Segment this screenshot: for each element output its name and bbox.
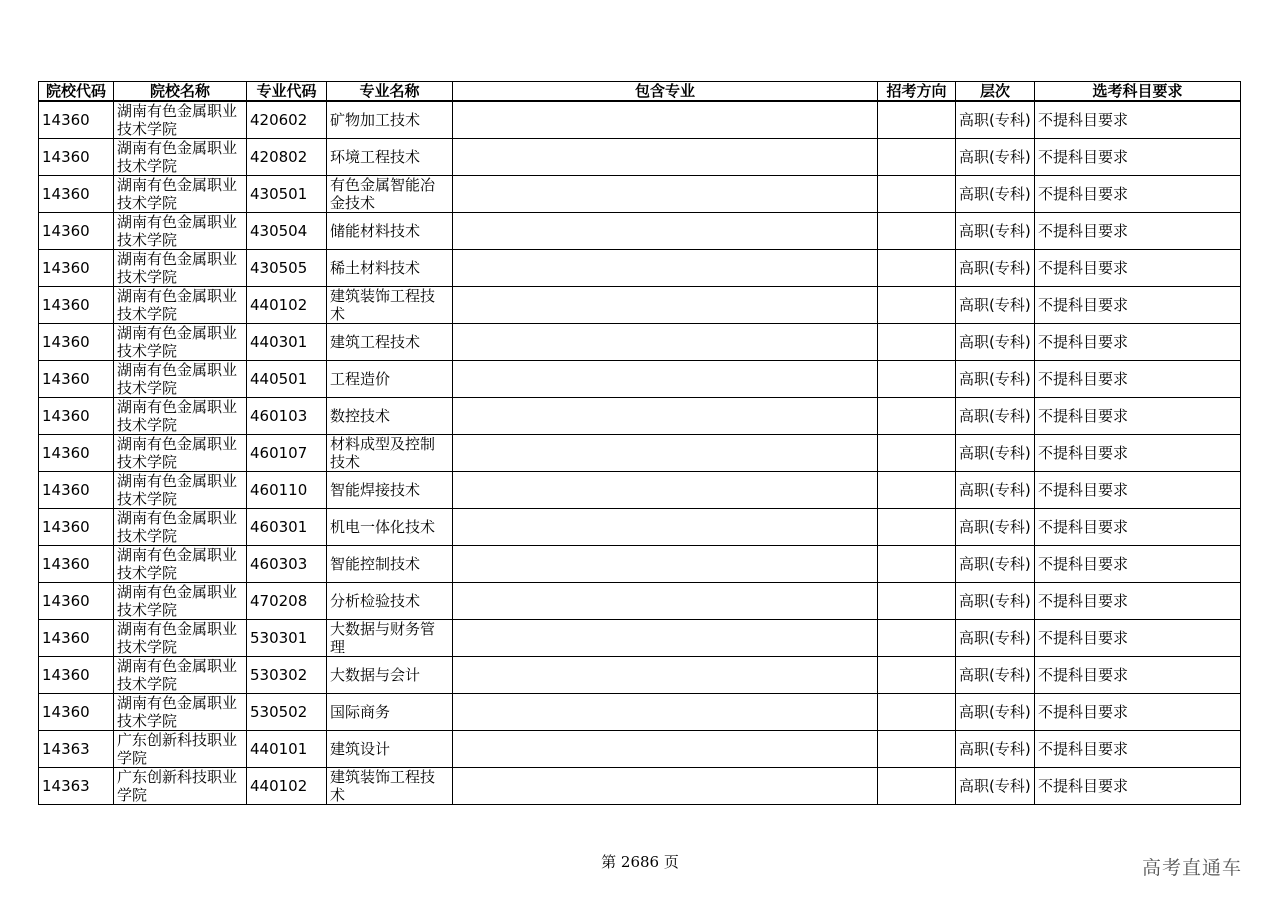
- header-row: [39, 82, 1241, 102]
- cell-level: 高职(专科): [956, 768, 1035, 805]
- cell-major-name: 智能控制技术: [327, 546, 453, 583]
- cell-level: 高职(专科): [956, 546, 1035, 583]
- cell-included-majors: [453, 213, 878, 250]
- cell-included-majors: [453, 768, 878, 805]
- cell-school-code: 14360: [39, 509, 114, 546]
- table-row: [39, 324, 1241, 361]
- cell-subject-requirement: 不提科目要求: [1035, 509, 1241, 546]
- cell-major-code: 530302: [247, 657, 327, 694]
- cell-level: 高职(专科): [956, 694, 1035, 731]
- cell-major-name: 环境工程技术: [327, 139, 453, 176]
- cell-school-code: 14360: [39, 435, 114, 472]
- table-row: [39, 101, 1241, 139]
- cell-major-name: 储能材料技术: [327, 213, 453, 250]
- cell-direction: [878, 620, 956, 657]
- cell-subject-requirement: 不提科目要求: [1035, 768, 1241, 805]
- cell-major-code: 420602: [247, 101, 327, 139]
- table-row: [39, 731, 1241, 768]
- cell-included-majors: [453, 176, 878, 213]
- cell-level: 高职(专科): [956, 324, 1035, 361]
- cell-major-code: 460301: [247, 509, 327, 546]
- cell-major-name: 分析检验技术: [327, 583, 453, 620]
- cell-direction: [878, 250, 956, 287]
- cell-direction: [878, 139, 956, 176]
- cell-included-majors: [453, 694, 878, 731]
- cell-major-name: 国际商务: [327, 694, 453, 731]
- cell-subject-requirement: 不提科目要求: [1035, 546, 1241, 583]
- cell-school-name: 湖南有色金属职业技术学院: [114, 657, 247, 694]
- table-row: [39, 583, 1241, 620]
- cell-subject-requirement: 不提科目要求: [1035, 731, 1241, 768]
- cell-subject-requirement: 不提科目要求: [1035, 620, 1241, 657]
- cell-included-majors: [453, 324, 878, 361]
- table-row: [39, 694, 1241, 731]
- cell-subject-requirement: 不提科目要求: [1035, 101, 1241, 139]
- cell-level: 高职(专科): [956, 176, 1035, 213]
- cell-direction: [878, 546, 956, 583]
- cell-school-name: 湖南有色金属职业技术学院: [114, 139, 247, 176]
- cell-school-name: 湖南有色金属职业技术学院: [114, 213, 247, 250]
- table-row: [39, 768, 1241, 805]
- cell-subject-requirement: 不提科目要求: [1035, 435, 1241, 472]
- table-row: [39, 213, 1241, 250]
- cell-subject-requirement: 不提科目要求: [1035, 250, 1241, 287]
- cell-school-code: 14360: [39, 620, 114, 657]
- cell-school-name: 湖南有色金属职业技术学院: [114, 176, 247, 213]
- cell-school-name: 湖南有色金属职业技术学院: [114, 546, 247, 583]
- cell-school-name: 湖南有色金属职业技术学院: [114, 250, 247, 287]
- cell-subject-requirement: 不提科目要求: [1035, 176, 1241, 213]
- cell-included-majors: [453, 398, 878, 435]
- table-row: [39, 287, 1241, 324]
- cell-level: 高职(专科): [956, 250, 1035, 287]
- cell-level: 高职(专科): [956, 509, 1035, 546]
- cell-school-name: 广东创新科技职业学院: [114, 768, 247, 805]
- cell-included-majors: [453, 583, 878, 620]
- cell-major-code: 530301: [247, 620, 327, 657]
- cell-included-majors: [453, 546, 878, 583]
- header-major-name: 专业名称: [327, 82, 453, 102]
- header-included-majors: 包含专业: [453, 82, 878, 102]
- cell-school-name: 湖南有色金属职业技术学院: [114, 694, 247, 731]
- cell-major-name: 有色金属智能冶金技术: [327, 176, 453, 213]
- cell-major-name: 矿物加工技术: [327, 101, 453, 139]
- cell-subject-requirement: 不提科目要求: [1035, 287, 1241, 324]
- cell-subject-requirement: 不提科目要求: [1035, 361, 1241, 398]
- cell-major-name: 大数据与财务管理: [327, 620, 453, 657]
- cell-school-name: 湖南有色金属职业技术学院: [114, 287, 247, 324]
- cell-school-name: 湖南有色金属职业技术学院: [114, 361, 247, 398]
- cell-included-majors: [453, 435, 878, 472]
- table-row: [39, 472, 1241, 509]
- cell-major-code: 440101: [247, 731, 327, 768]
- cell-major-code: 430505: [247, 250, 327, 287]
- cell-direction: [878, 509, 956, 546]
- cell-level: 高职(专科): [956, 213, 1035, 250]
- cell-major-code: 420802: [247, 139, 327, 176]
- cell-direction: [878, 361, 956, 398]
- cell-school-code: 14360: [39, 583, 114, 620]
- table-row: [39, 176, 1241, 213]
- cell-subject-requirement: 不提科目要求: [1035, 213, 1241, 250]
- table-row: [39, 620, 1241, 657]
- cell-level: 高职(专科): [956, 435, 1035, 472]
- cell-direction: [878, 176, 956, 213]
- majors-table: [38, 81, 1241, 805]
- cell-included-majors: [453, 657, 878, 694]
- cell-direction: [878, 694, 956, 731]
- cell-subject-requirement: 不提科目要求: [1035, 472, 1241, 509]
- cell-direction: [878, 657, 956, 694]
- cell-level: 高职(专科): [956, 101, 1035, 139]
- cell-included-majors: [453, 472, 878, 509]
- cell-school-code: 14360: [39, 472, 114, 509]
- table-row: [39, 509, 1241, 546]
- cell-school-code: 14360: [39, 546, 114, 583]
- header-major-code: 专业代码: [247, 82, 327, 102]
- cell-subject-requirement: 不提科目要求: [1035, 657, 1241, 694]
- cell-direction: [878, 731, 956, 768]
- cell-school-name: 湖南有色金属职业技术学院: [114, 583, 247, 620]
- cell-level: 高职(专科): [956, 361, 1035, 398]
- cell-included-majors: [453, 731, 878, 768]
- cell-level: 高职(专科): [956, 139, 1035, 176]
- cell-school-name: 湖南有色金属职业技术学院: [114, 101, 247, 139]
- cell-major-code: 460103: [247, 398, 327, 435]
- cell-direction: [878, 768, 956, 805]
- cell-major-name: 稀土材料技术: [327, 250, 453, 287]
- table-body: [39, 101, 1241, 805]
- table-row: [39, 250, 1241, 287]
- cell-subject-requirement: 不提科目要求: [1035, 139, 1241, 176]
- cell-school-code: 14363: [39, 731, 114, 768]
- table-row: [39, 139, 1241, 176]
- cell-included-majors: [453, 287, 878, 324]
- cell-school-code: 14363: [39, 768, 114, 805]
- page-number: 第 2686 页: [601, 853, 679, 871]
- cell-major-code: 460107: [247, 435, 327, 472]
- cell-subject-requirement: 不提科目要求: [1035, 324, 1241, 361]
- cell-major-code: 470208: [247, 583, 327, 620]
- cell-included-majors: [453, 101, 878, 139]
- cell-subject-requirement: 不提科目要求: [1035, 583, 1241, 620]
- header-school-code: 院校代码: [39, 82, 114, 102]
- cell-school-code: 14360: [39, 361, 114, 398]
- cell-direction: [878, 435, 956, 472]
- cell-level: 高职(专科): [956, 620, 1035, 657]
- cell-direction: [878, 583, 956, 620]
- header-school-name: 院校名称: [114, 82, 247, 102]
- cell-school-name: 湖南有色金属职业技术学院: [114, 435, 247, 472]
- cell-subject-requirement: 不提科目要求: [1035, 694, 1241, 731]
- cell-major-name: 智能焊接技术: [327, 472, 453, 509]
- cell-major-code: 530502: [247, 694, 327, 731]
- cell-school-code: 14360: [39, 398, 114, 435]
- cell-major-name: 大数据与会计: [327, 657, 453, 694]
- cell-direction: [878, 213, 956, 250]
- cell-major-code: 460303: [247, 546, 327, 583]
- cell-major-code: 430504: [247, 213, 327, 250]
- cell-included-majors: [453, 509, 878, 546]
- cell-direction: [878, 287, 956, 324]
- cell-level: 高职(专科): [956, 583, 1035, 620]
- cell-school-name: 湖南有色金属职业技术学院: [114, 398, 247, 435]
- cell-school-name: 湖南有色金属职业技术学院: [114, 620, 247, 657]
- cell-included-majors: [453, 250, 878, 287]
- cell-major-name: 数控技术: [327, 398, 453, 435]
- cell-major-code: 440102: [247, 768, 327, 805]
- cell-major-name: 建筑装饰工程技术: [327, 287, 453, 324]
- cell-direction: [878, 398, 956, 435]
- cell-school-code: 14360: [39, 287, 114, 324]
- cell-direction: [878, 324, 956, 361]
- cell-included-majors: [453, 139, 878, 176]
- cell-major-name: 建筑装饰工程技术: [327, 768, 453, 805]
- cell-school-code: 14360: [39, 250, 114, 287]
- table-row: [39, 657, 1241, 694]
- cell-school-code: 14360: [39, 694, 114, 731]
- cell-school-name: 湖南有色金属职业技术学院: [114, 324, 247, 361]
- cell-major-code: 430501: [247, 176, 327, 213]
- cell-major-code: 440102: [247, 287, 327, 324]
- cell-school-code: 14360: [39, 324, 114, 361]
- cell-school-name: 湖南有色金属职业技术学院: [114, 472, 247, 509]
- cell-level: 高职(专科): [956, 472, 1035, 509]
- table-row: [39, 398, 1241, 435]
- cell-direction: [878, 472, 956, 509]
- cell-school-name: 广东创新科技职业学院: [114, 731, 247, 768]
- cell-major-name: 工程造价: [327, 361, 453, 398]
- cell-major-code: 440501: [247, 361, 327, 398]
- header-level: 层次: [956, 82, 1035, 102]
- cell-school-code: 14360: [39, 101, 114, 139]
- header-direction: 招考方向: [878, 82, 956, 102]
- cell-major-code: 460110: [247, 472, 327, 509]
- cell-major-name: 建筑工程技术: [327, 324, 453, 361]
- table-row: [39, 546, 1241, 583]
- table-row: [39, 435, 1241, 472]
- table-row: [39, 361, 1241, 398]
- cell-level: 高职(专科): [956, 731, 1035, 768]
- cell-major-name: 建筑设计: [327, 731, 453, 768]
- watermark: 高考直通车: [1142, 857, 1243, 879]
- cell-included-majors: [453, 620, 878, 657]
- cell-subject-requirement: 不提科目要求: [1035, 398, 1241, 435]
- cell-school-code: 14360: [39, 213, 114, 250]
- cell-level: 高职(专科): [956, 657, 1035, 694]
- cell-school-code: 14360: [39, 139, 114, 176]
- cell-school-code: 14360: [39, 176, 114, 213]
- cell-major-name: 机电一体化技术: [327, 509, 453, 546]
- cell-level: 高职(专科): [956, 287, 1035, 324]
- header-subject-requirement: 选考科目要求: [1035, 82, 1241, 102]
- cell-major-name: 材料成型及控制技术: [327, 435, 453, 472]
- cell-included-majors: [453, 361, 878, 398]
- cell-school-code: 14360: [39, 657, 114, 694]
- cell-direction: [878, 101, 956, 139]
- cell-level: 高职(专科): [956, 398, 1035, 435]
- cell-major-code: 440301: [247, 324, 327, 361]
- cell-school-name: 湖南有色金属职业技术学院: [114, 509, 247, 546]
